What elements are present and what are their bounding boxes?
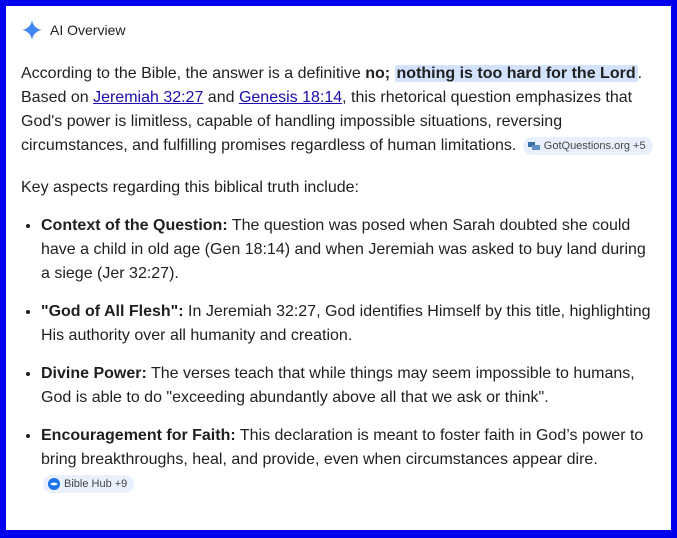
list-item (41, 214, 659, 286)
item-text: This declaration is meant to foster faith in God’s power to bring breakthroughs, heal, and provide, even when circumstances appear dire. (41, 427, 644, 468)
site-favicon-icon (528, 141, 540, 151)
key-aspects-list (21, 214, 659, 496)
item-title: Context of the Question: (41, 217, 228, 234)
intro-text: , this rhetorical question emphasizes that God's power is limitless, capable of handling impossible situations, reversing circumstances, and fulfilling promises regardless of human limitations. (21, 89, 633, 154)
source-label: GotQuestions.org +5 (543, 139, 646, 152)
intro-text: . Based on (21, 65, 643, 106)
item-text: In Jeremiah 32:27, God identifies Himself by this title, highlighting His authority over all humanity and creation. (41, 303, 651, 344)
intro-text: According to the Bible, the answer is a definitive (21, 65, 366, 82)
list-item (41, 300, 659, 348)
header-title: AI Overview (50, 22, 126, 38)
intro-paragraph (21, 62, 659, 158)
answer-no: no; (365, 65, 391, 82)
item-text: The question was posed when Sarah doubted she could have a child in old age (Gen 18:14) and when Jeremiah was asked to buy land during a siege (Jer 32:27). (41, 217, 646, 282)
link-genesis[interactable]: Genesis 18:14 (238, 89, 343, 106)
item-title: Divine Power: (41, 365, 147, 382)
highlighted-answer: nothing is too hard for the Lord (396, 65, 636, 82)
ai-overview-header (22, 20, 125, 40)
item-title: Encouragement for Faith: (41, 427, 236, 444)
list-item (41, 424, 659, 496)
ai-overview-card (6, 6, 671, 530)
item-title: "God of All Flesh": (41, 303, 184, 320)
key-aspects-intro: Key aspects regarding this biblical truth include: (21, 179, 359, 196)
intro-text: and (203, 89, 239, 106)
link-jeremiah[interactable]: Jeremiah 32:27 (93, 89, 204, 106)
source-chip-biblehub[interactable] (43, 475, 134, 493)
source-chip-gotquestions[interactable] (523, 137, 653, 155)
gemini-sparkle-icon (22, 20, 42, 40)
source-label: Bible Hub +9 (64, 477, 128, 490)
item-text: The verses teach that while things may seem impossible to humans, God is able to do "exceeding abundantly above all that we ask or think". (41, 365, 635, 406)
site-favicon-icon (48, 478, 60, 490)
list-item (41, 362, 659, 410)
